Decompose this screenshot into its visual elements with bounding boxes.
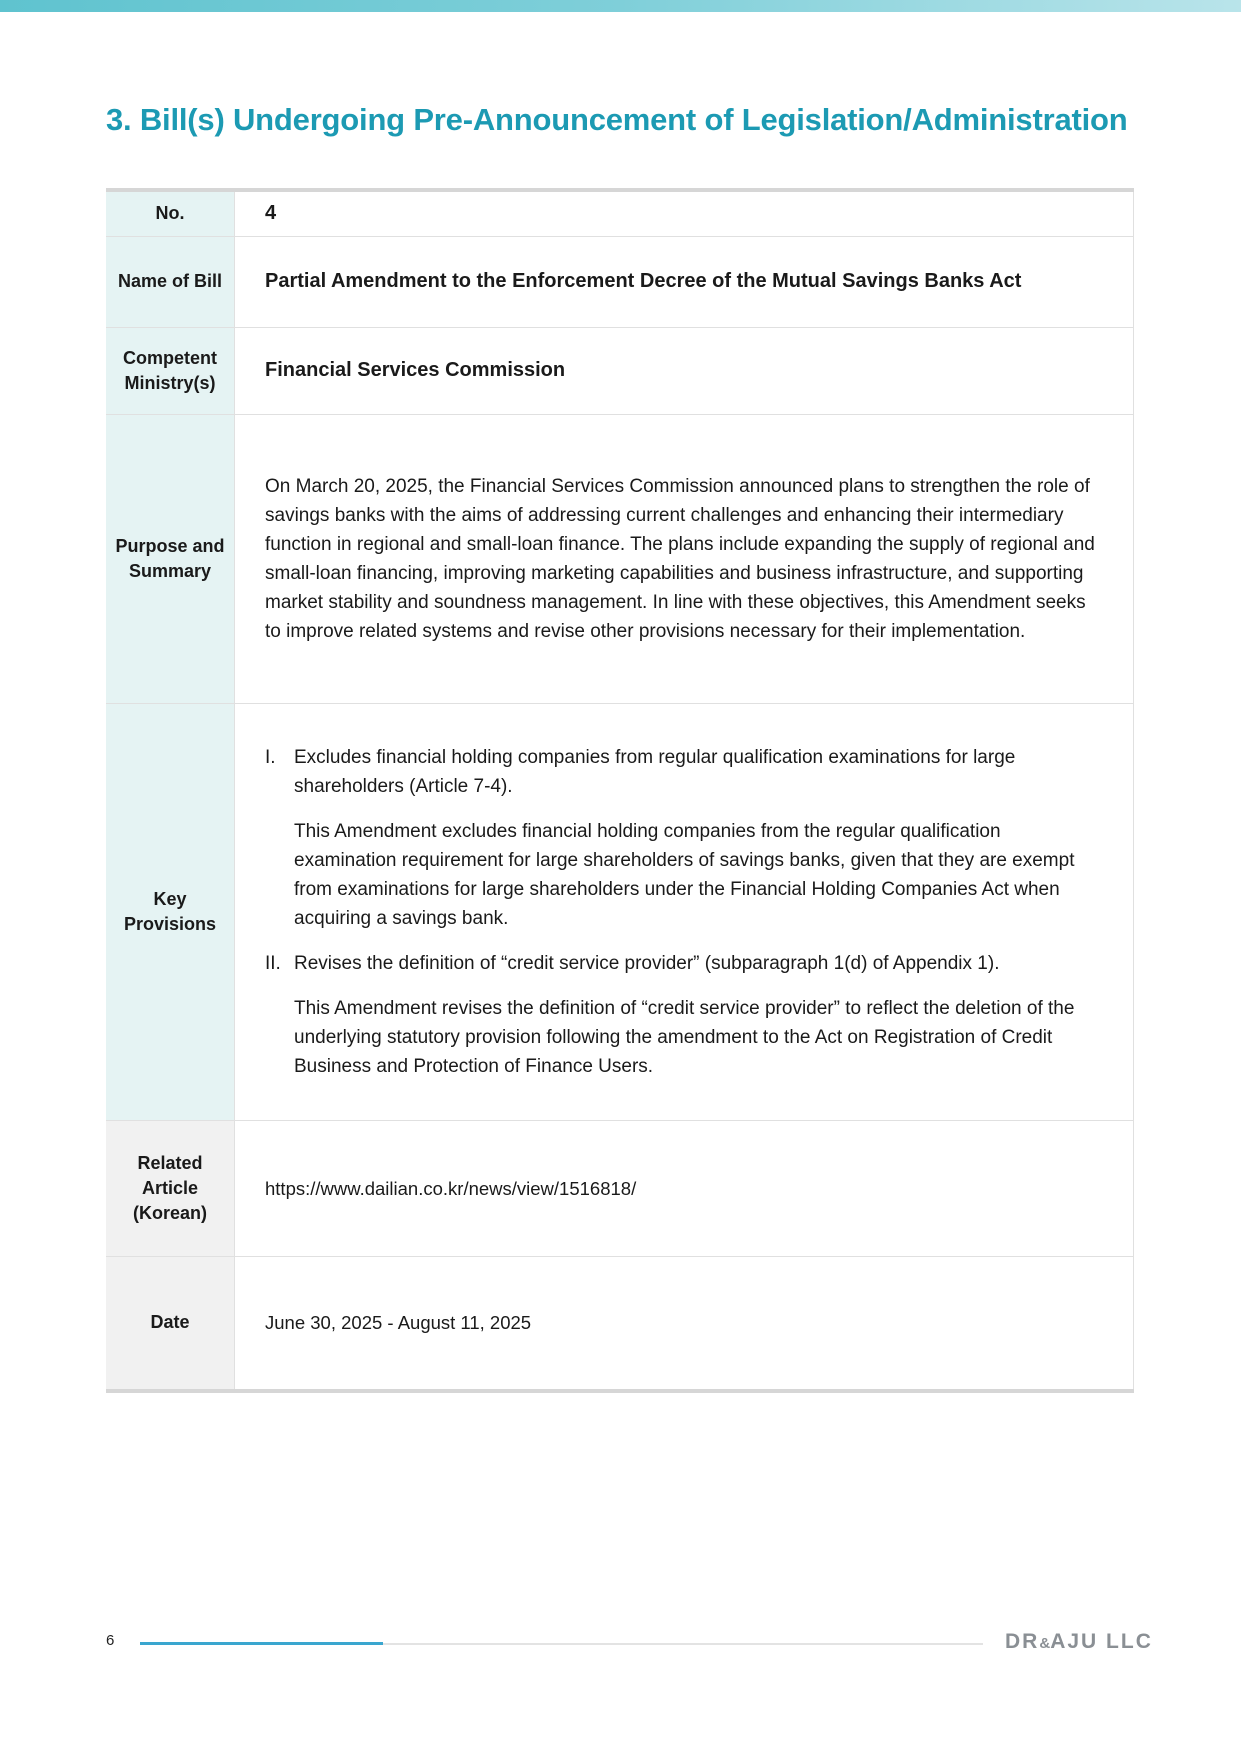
label-name-of-bill: Name of Bill [106, 236, 235, 327]
provision-heading: Revises the definition of “credit service provider” (subparagraph 1(d) of Appendix 1). [294, 952, 1000, 974]
provision-detail: This Amendment excludes financial holding companies from the regular qualification examination requirement for large shareholders of savings banks, given that they are exempt from examinations for large shareholders under the Financial Holding Companies Act when acquiring a savings bank. [294, 820, 1075, 929]
row-no [106, 190, 1134, 236]
brand-logo [1005, 1630, 1153, 1654]
related-article-link[interactable]: https://www.dailian.co.kr/news/view/1516818/ [235, 1120, 1134, 1256]
label-ministry: Competent Ministry(s) [106, 327, 235, 414]
provision-number: I. [265, 746, 276, 768]
row-article [106, 1120, 1134, 1256]
value-purpose: On March 20, 2025, the Financial Services Commission announced plans to strengthen the role of savings banks with the aims of addressing current challenges and enhancing their intermediary function in regional and small-loan finance. The plans include expanding the supply of regional and small-loan financing, improving marketing capabilities and business infrastructure, and supporting market stability and soundness management. In line with these objectives, this Amendment seeks to improve related systems and revise other provisions necessary for their implementation. [235, 414, 1134, 703]
value-name-of-bill: Partial Amendment to the Enforcement Decree of the Mutual Savings Banks Act [235, 236, 1134, 327]
label-no: No. [106, 190, 235, 236]
provision-item [265, 743, 1103, 933]
value-ministry: Financial Services Commission [235, 327, 1134, 414]
provision-item [265, 949, 1103, 1081]
brand-text-dr: DR [1005, 1630, 1040, 1653]
brand-text-aju: AJU LLC [1050, 1630, 1153, 1653]
row-ministry [106, 327, 1134, 414]
brand-ampersand: & [1039, 1635, 1051, 1652]
top-accent-bar [0, 0, 1241, 12]
label-related-article: Related Article (Korean) [106, 1120, 235, 1256]
row-name [106, 236, 1134, 327]
bill-table [106, 188, 1134, 1393]
label-date: Date [106, 1256, 235, 1391]
value-no: 4 [235, 190, 1134, 236]
label-purpose: Purpose and Summary [106, 414, 235, 703]
value-key-provisions [235, 703, 1134, 1120]
page-number: 6 [106, 1632, 115, 1649]
value-date: June 30, 2025 - August 11, 2025 [235, 1256, 1134, 1391]
provision-detail: This Amendment revises the definition of “credit service provider” to reflect the deletion of the underlying statutory provision following the amendment to the Act on Registration of Credit Business and Protection of Finance Users. [294, 997, 1075, 1077]
provision-heading: Excludes financial holding companies from regular qualification examinations for large shareholders (Article 7-4). [294, 746, 1016, 797]
footer-progress-accent [140, 1642, 383, 1645]
provision-list [265, 743, 1103, 1081]
label-key-provisions: Key Provisions [106, 703, 235, 1120]
provision-number: II. [265, 952, 281, 974]
row-date [106, 1256, 1134, 1391]
row-provisions [106, 703, 1134, 1120]
row-purpose [106, 414, 1134, 703]
section-heading: 3. Bill(s) Undergoing Pre-Announcement of Legislation/Administration [106, 102, 1128, 137]
